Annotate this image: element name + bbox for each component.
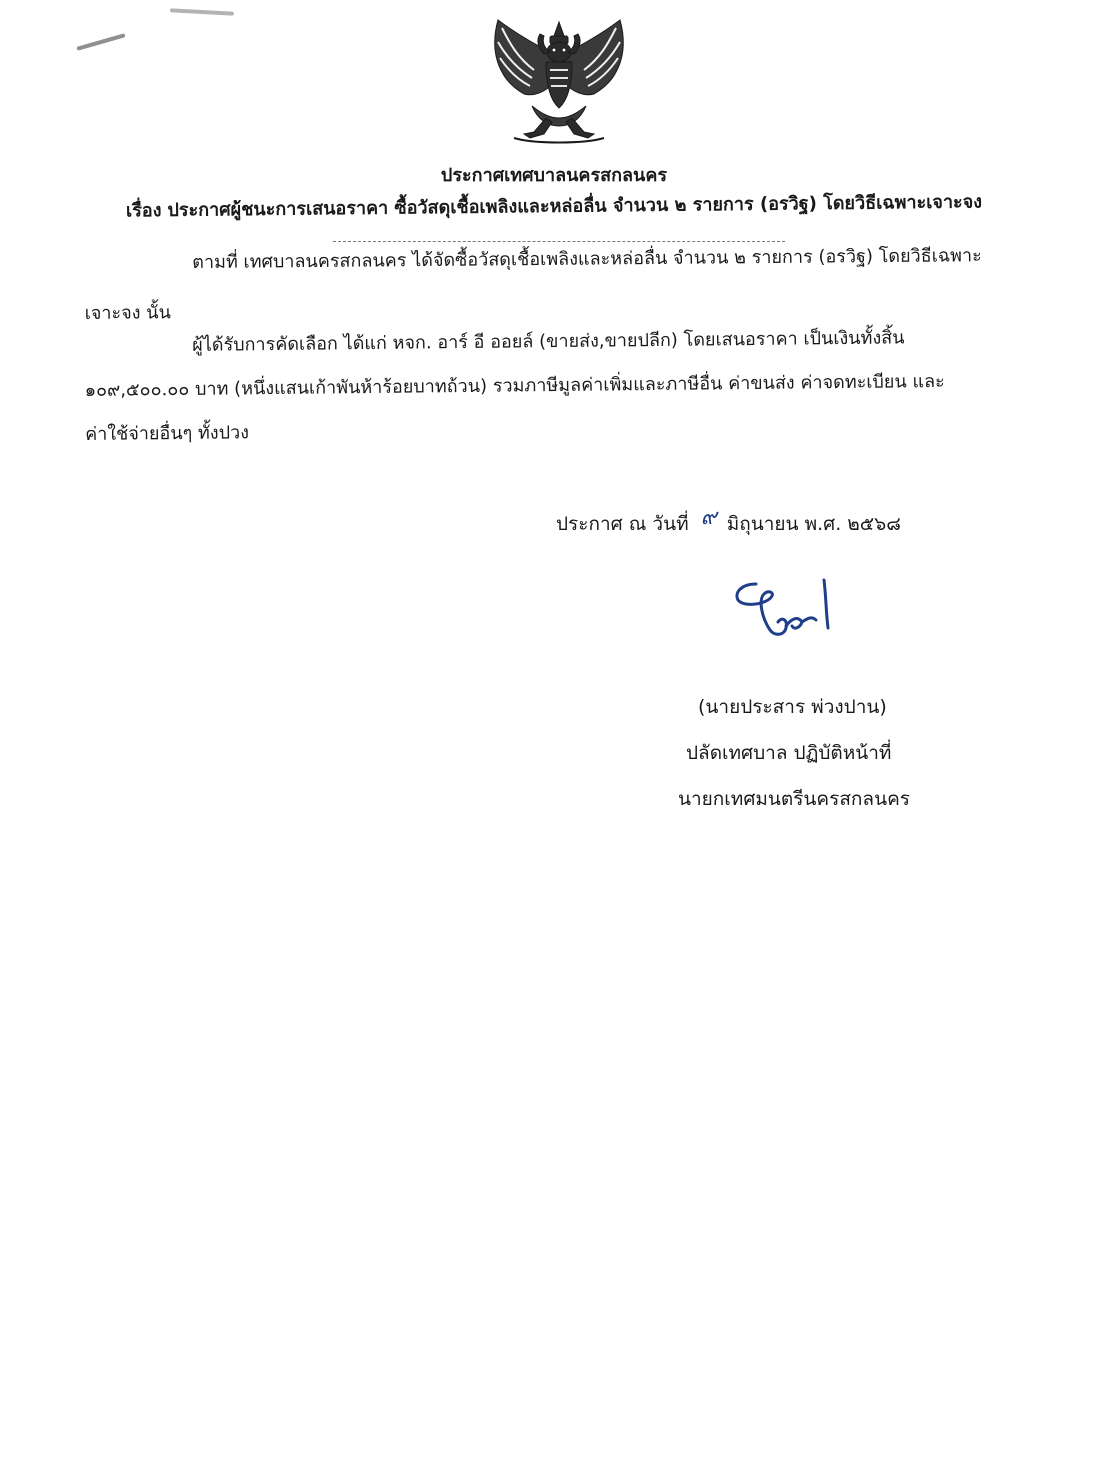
paragraph-2 [84, 315, 1045, 457]
signature-icon [728, 570, 840, 650]
paragraph-1-line-2: เจาะจง นั้น [84, 302, 171, 324]
issuer-heading: ประกาศเทศบาลนครสกลนคร [440, 165, 668, 186]
date-prefix: ประกาศ ณ วันที่ [556, 513, 689, 535]
signer-block [640, 684, 970, 822]
paragraph-2-line-1: ผู้ได้รับการคัดเลือก ได้แก่ หจก. อาร์ อี ออยล์ (ขายส่ง,ขายปลีก) โดยเสนอราคา เป็นเงินทั้งสิ้น [192, 327, 905, 356]
garuda-emblem-icon [484, 14, 634, 146]
signer-position-2: นายกเทศมนตรีนครสกลนคร [678, 788, 910, 810]
paragraph-2-line-3: ค่าใช้จ่ายอื่นๆ ทั้งปวง [85, 422, 250, 445]
scan-mark [76, 33, 125, 51]
subject-label: เรื่อง [125, 200, 162, 222]
signer-position-1: ปลัดเทศบาล ปฏิบัติหน้าที่ [686, 742, 892, 764]
paragraph-1-line-1: ตามที่ เทศบาลนครสกลนคร ได้จัดซื้อวัสดุเชื้อเพลิงและหล่อลื่น จำนวน ๒ รายการ (อรวิฐ) โดยวิธีเฉพาะ [192, 245, 982, 274]
subject-text: ประกาศผู้ชนะการเสนอราคา ซื้อวัสดุเชื้อเพลิงและหล่อลื่น จำนวน ๒ รายการ (อรวิฐ) โดยวิธีเฉพาะเจาะจง [167, 191, 983, 222]
date-day: ๙ [700, 505, 717, 530]
scan-mark [170, 8, 234, 15]
announcement-date [556, 505, 901, 540]
paragraph-2-line-2: ๑๐๙,๕๐๐.๐๐ บาท (หนึ่งแสนเก้าพันห้าร้อยบาทถ้วน) รวมภาษีมูลค่าเพิ่มและภาษีอื่น ค่าขนส่ง ค่าจดทะเบียน และ [84, 370, 945, 401]
subject-line [0, 185, 1108, 226]
date-suffix: มิถุนายน พ.ศ. ๒๕๖๘ [726, 513, 901, 535]
signer-name: (นายประสาร พ่วงปาน) [698, 696, 887, 718]
